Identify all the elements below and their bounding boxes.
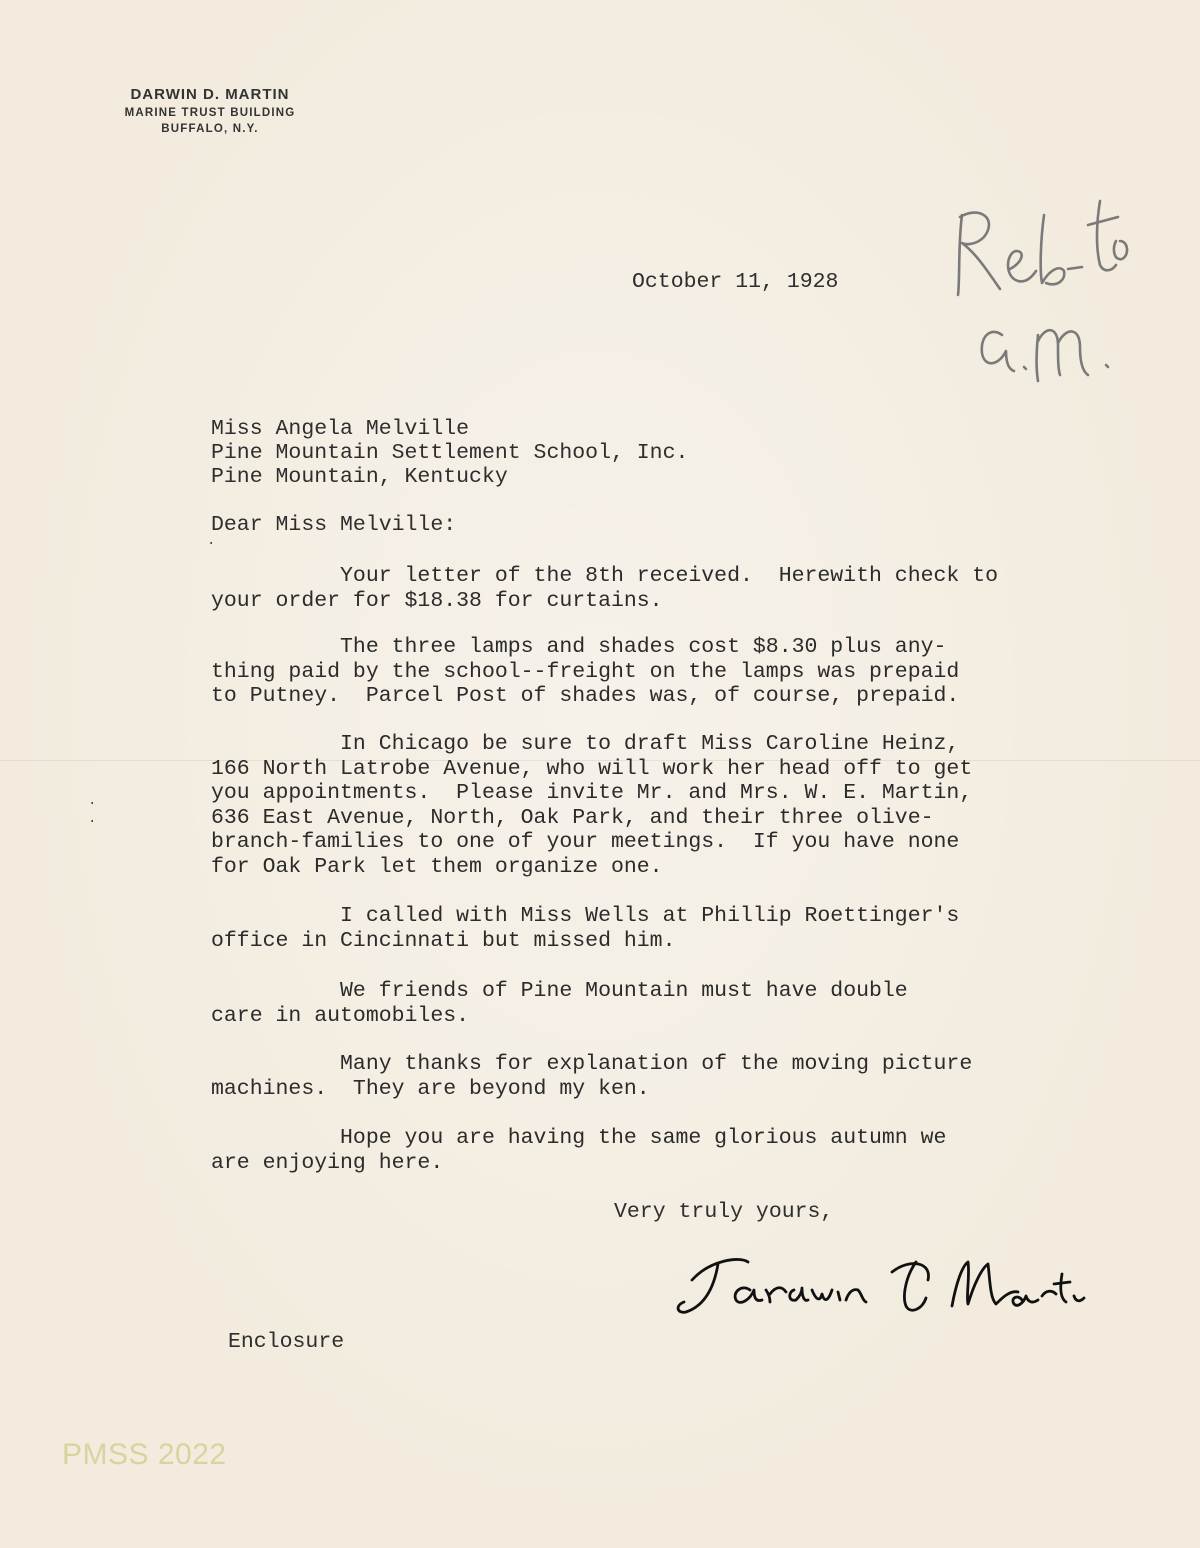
body-line: care in automobiles.	[211, 1003, 470, 1028]
closing: Very truly yours,	[614, 1200, 834, 1224]
enclosure-note: Enclosure	[228, 1330, 345, 1354]
salutation: Dear Miss Melville:	[211, 513, 457, 537]
archive-watermark: PMSS 2022	[62, 1438, 227, 1471]
body-line: We friends of Pine Mountain must have double	[211, 979, 908, 1003]
letterhead-name: DARWIN D. MARTIN	[130, 86, 290, 103]
body-line: to Putney. Parcel Post of shades was, of course, prepaid.	[211, 684, 960, 708]
body-line: for Oak Park let them organize one.	[211, 854, 663, 879]
body-line: machines. They are beyond my ken.	[211, 1076, 650, 1101]
recipient-location: Pine Mountain, Kentucky	[211, 465, 508, 489]
body-line: Your letter of the 8th received. Herewith check to	[211, 564, 999, 588]
margin-mark: ·	[207, 536, 216, 552]
paragraph-1	[211, 564, 1111, 613]
body-line: your order for $18.38 for curtains.	[211, 588, 663, 613]
body-line: 166 North Latrobe Avenue, who will work her head off to get	[211, 756, 973, 781]
body-line: branch-families to one of your meetings. If you have none	[211, 830, 960, 854]
recipient-name: Miss Angela Melville	[211, 417, 470, 441]
margin-mark: ·	[88, 796, 97, 812]
body-line: thing paid by the school--freight on the lamps was prepaid	[211, 659, 960, 684]
paragraph-4	[211, 904, 1111, 953]
body-line: you appointments. Please invite Mr. and Mrs. W. E. Martin,	[211, 781, 973, 805]
body-line: Many thanks for explanation of the moving picture	[211, 1052, 973, 1076]
paragraph-2	[211, 635, 1111, 709]
recipient-organization: Pine Mountain Settlement School, Inc.	[211, 441, 689, 465]
body-line: Hope you are having the same glorious autumn we	[211, 1126, 947, 1150]
paragraph-7	[211, 1126, 1111, 1175]
letter-date: October 11, 1928	[632, 270, 839, 294]
letterhead-building: MARINE TRUST BUILDING	[124, 107, 296, 119]
signature	[670, 1240, 1090, 1330]
paragraph-3	[211, 732, 1111, 879]
pencil-annotation	[940, 185, 1140, 405]
body-line: 636 East Avenue, North, Oak Park, and their three olive-	[211, 805, 934, 830]
body-line: office in Cincinnati but missed him.	[211, 928, 676, 953]
body-line: I called with Miss Wells at Phillip Roettinger's	[211, 904, 960, 928]
body-line: are enjoying here.	[211, 1150, 444, 1175]
body-line: In Chicago be sure to draft Miss Caroline Heinz,	[211, 732, 960, 756]
margin-mark: ·	[88, 814, 97, 830]
paragraph-5	[211, 979, 1111, 1028]
paragraph-6	[211, 1052, 1111, 1101]
body-line: The three lamps and shades cost $8.30 plus any-	[211, 635, 947, 659]
letterhead-city: BUFFALO, N.Y.	[161, 123, 259, 135]
letterhead	[100, 86, 320, 135]
